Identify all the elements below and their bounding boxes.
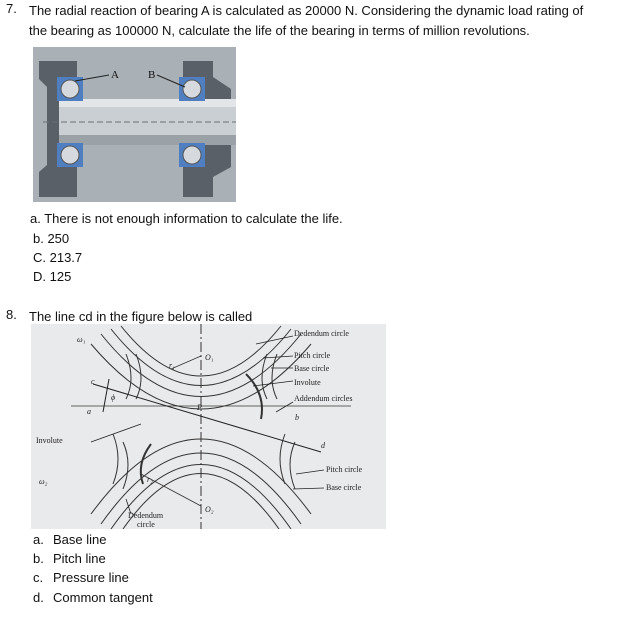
bearing-label-b: B	[148, 69, 156, 81]
question-7-option-c[interactable]: C. 213.7	[33, 250, 83, 265]
gear-mesh-figure	[31, 324, 386, 529]
label-r2: r₂	[147, 475, 153, 484]
label-dedendum-bottom-2: circle	[137, 520, 155, 529]
label-o2: O₂	[205, 505, 214, 514]
question-8-option-b[interactable]	[33, 550, 106, 568]
label-base-circle-top: Base circle	[294, 364, 330, 373]
question-7-option-d[interactable]: D. 125	[33, 269, 72, 284]
question-8-option-c-text: Pressure line	[53, 570, 129, 585]
label-b: b	[295, 413, 299, 422]
question-7-number: 7.	[6, 1, 17, 16]
question-8-option-c-letter: c.	[33, 570, 44, 585]
label-phi: ϕ	[111, 393, 116, 402]
question-8-option-b-letter: b.	[33, 551, 44, 566]
question-7-text-line-2: the bearing as 100000 N, calculate the life of the bearing in terms of million revolutions.	[29, 23, 530, 38]
question-8-option-a-letter: a.	[33, 532, 44, 547]
label-omega1: ω₁	[77, 335, 86, 344]
question-8-option-a-text: Base line	[53, 532, 107, 547]
label-dedendum-bottom-1: Dedendum	[128, 511, 164, 520]
label-d: d	[321, 441, 325, 450]
label-r1: r₁	[169, 361, 175, 370]
label-a: a	[87, 407, 91, 416]
label-pitch-circle-top: Pitch circle	[294, 351, 331, 360]
question-8-option-d-letter: d.	[33, 590, 44, 605]
bearing-figure	[33, 47, 236, 202]
bearing-shaft-illustration	[33, 47, 236, 202]
question-8-option-d[interactable]	[33, 589, 153, 607]
label-o1: O₁	[205, 353, 214, 362]
question-8-option-a[interactable]	[33, 531, 106, 549]
label-pitch-circle-bottom: Pitch circle	[326, 465, 363, 474]
gear-mesh-diagram	[31, 324, 386, 529]
label-omega2: ω₂	[39, 477, 48, 486]
question-7-text-line-1: The radial reaction of bearing A is calculated as 20000 N. Considering the dynamic load rating of	[29, 3, 584, 18]
label-dedendum-circle-top: Dedendum circle	[294, 329, 349, 338]
label-base-circle-bottom: Base circle	[326, 483, 362, 492]
question-7-option-a[interactable]: a. There is not enough information to calculate the life.	[30, 211, 343, 226]
question-8-text: The line cd in the figure below is called	[29, 309, 253, 324]
label-p: P	[197, 403, 202, 412]
label-involute-left: Involute	[36, 436, 63, 445]
question-8-option-c[interactable]	[33, 569, 129, 587]
question-8-option-d-text: Common tangent	[53, 590, 153, 605]
question-7-option-b[interactable]: b. 250	[33, 231, 70, 246]
label-involute-right: Involute	[294, 378, 321, 387]
label-addendum-circles: Addendum circles	[294, 394, 353, 403]
question-7-text	[29, 1, 617, 41]
label-c: c	[91, 377, 95, 386]
question-8-number: 8.	[6, 307, 17, 322]
bearing-label-a: A	[111, 69, 119, 81]
question-8-option-b-text: Pitch line	[53, 551, 106, 566]
